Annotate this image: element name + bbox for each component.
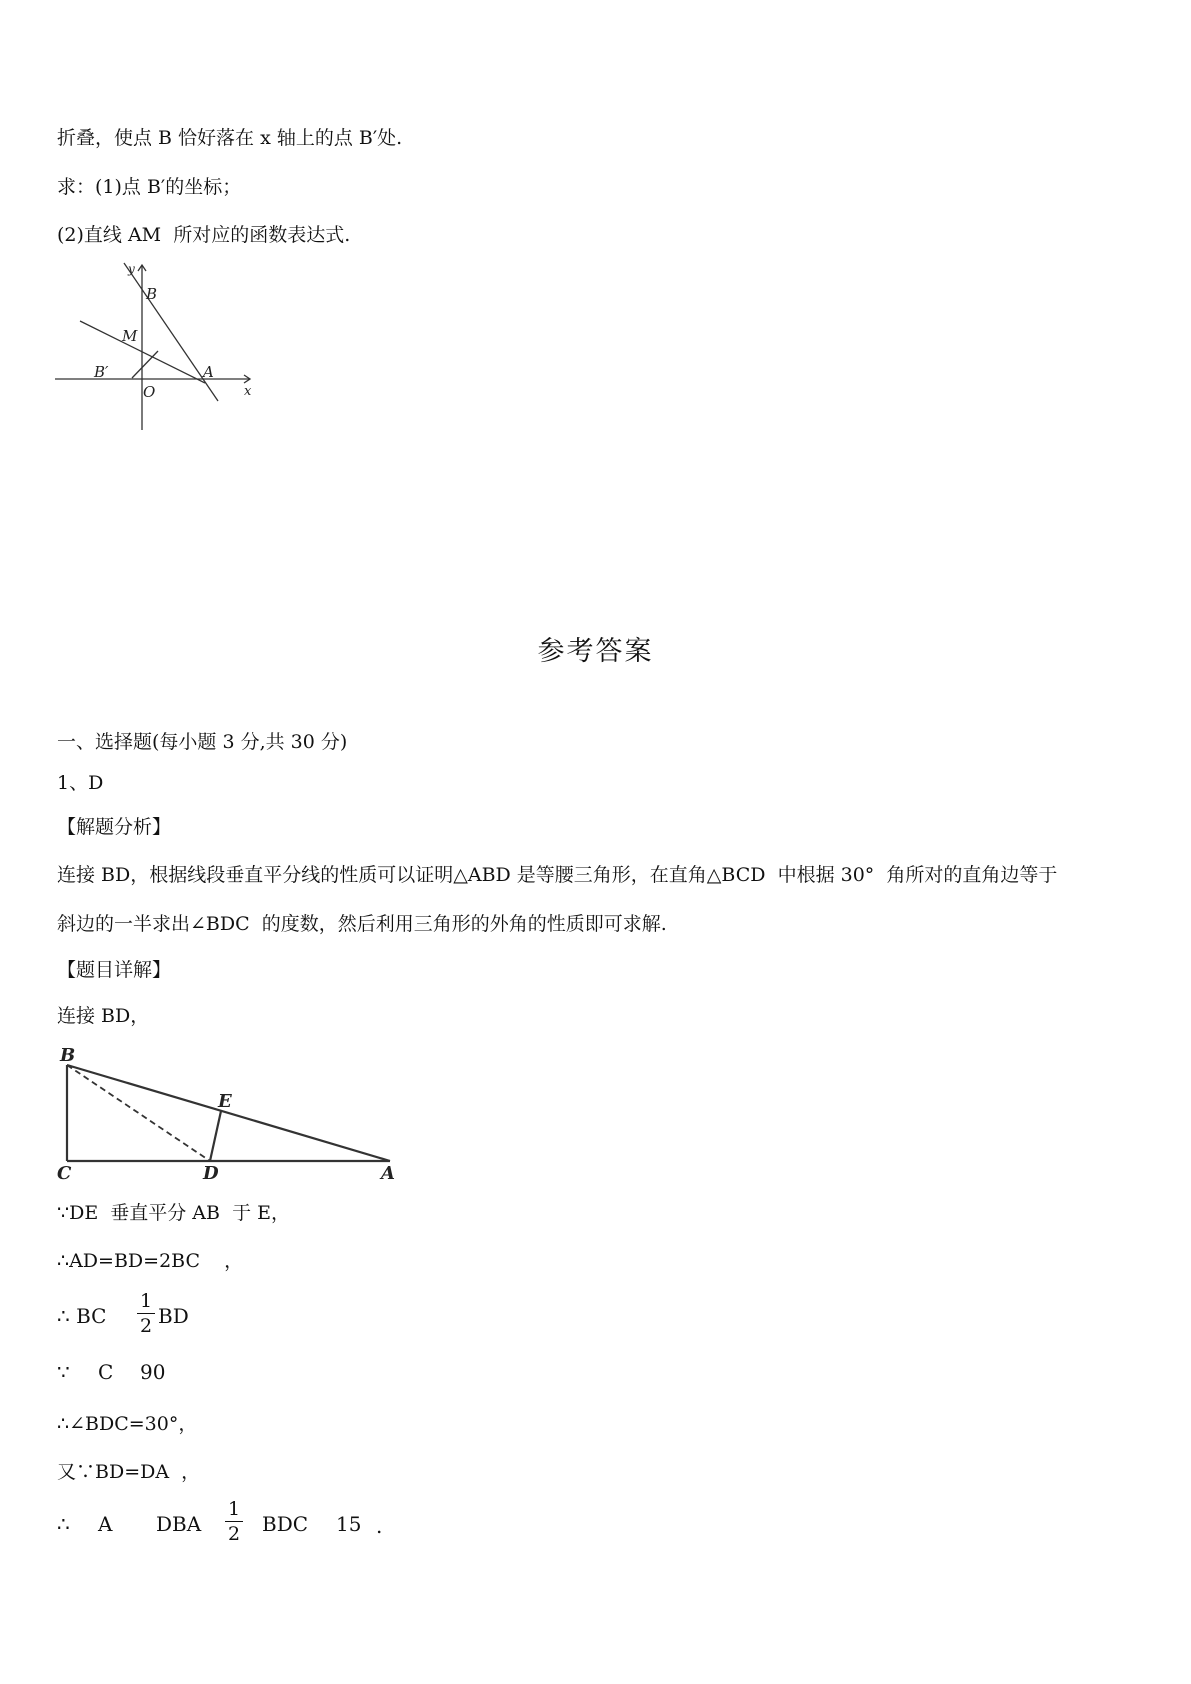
detail-line-1: 连接 BD， xyxy=(57,1005,150,1027)
label-A: A xyxy=(203,363,214,381)
step-2: ∴AD=BD=2BC ， xyxy=(57,1250,244,1272)
label-y: y xyxy=(128,262,135,276)
step-3-numerator: 1 xyxy=(139,1290,153,1312)
q1-answer: 1、D xyxy=(57,772,104,794)
step-4-angle-C: C xyxy=(98,1360,114,1384)
section-heading: 一、选择题(每小题 3 分,共 30 分) xyxy=(57,731,348,753)
step-7-BDC: BDC xyxy=(262,1512,309,1536)
step-7-angle-A: A xyxy=(98,1512,113,1536)
step-6: 又∵BD=DA ， xyxy=(57,1461,201,1483)
step-4-because: ∵ xyxy=(57,1360,70,1384)
step-7-fraction xyxy=(225,1498,243,1545)
step-3-fraction xyxy=(137,1290,155,1337)
step-7-DBA: DBA xyxy=(156,1512,202,1536)
label-B2: B xyxy=(60,1045,76,1066)
step-7-period: . xyxy=(376,1514,383,1538)
step-7-numerator: 1 xyxy=(227,1498,241,1520)
answer-title: 参考答案 xyxy=(537,636,654,667)
label-B: B xyxy=(146,285,158,303)
step-3-denominator: 2 xyxy=(139,1315,153,1337)
label-D: D xyxy=(203,1163,219,1180)
step-7-therefore: ∴ xyxy=(57,1512,70,1536)
problem-line-1: 折叠，使点 B 恰好落在 x 轴上的点 B′处. xyxy=(57,127,403,149)
problem-line-2: 求：(1)点 B′的坐标； xyxy=(57,176,242,198)
detail-heading: 【题目详解】 xyxy=(57,959,172,981)
step-4-value: 90 xyxy=(140,1360,166,1384)
step-3-suffix: BD xyxy=(158,1304,189,1328)
label-O: O xyxy=(143,383,156,401)
label-B-prime: B′ xyxy=(94,363,109,381)
label-A2: A xyxy=(381,1163,395,1180)
label-x: x xyxy=(244,384,252,399)
label-M: M xyxy=(122,327,138,345)
coordinate-figure xyxy=(50,255,270,435)
step-5: ∴∠BDC=30°， xyxy=(57,1413,198,1435)
analysis-heading: 【解题分析】 xyxy=(57,816,172,838)
step-1: ∵DE 垂直平分 AB 于 E， xyxy=(57,1202,290,1224)
label-C: C xyxy=(57,1163,72,1180)
step-7-value: 15 xyxy=(336,1512,362,1536)
analysis-line-2: 斜边的一半求出∠BDC 的度数，然后利用三角形的外角的性质即可求解. xyxy=(57,913,667,935)
step-3-prefix: ∴ BC xyxy=(57,1304,107,1328)
problem-line-3: (2)直线 AM 所对应的函数表达式. xyxy=(57,224,351,246)
triangle-figure xyxy=(55,1045,405,1180)
analysis-line-1: 连接 BD，根据线段垂直平分线的性质可以证明△ABD 是等腰三角形，在直角△BCD 中根据 30° 角所对的直角边等于 xyxy=(57,864,1058,886)
step-7-denominator: 2 xyxy=(227,1523,241,1545)
label-E: E xyxy=(218,1091,232,1112)
